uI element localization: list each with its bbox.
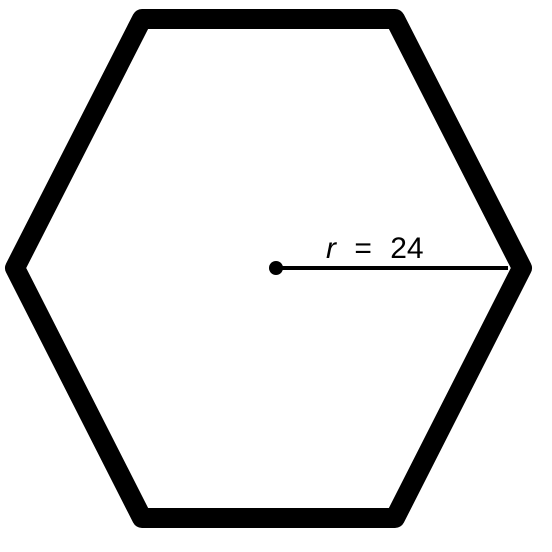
center-point: [269, 261, 283, 275]
radius-operator: =: [354, 232, 372, 265]
radius-value: 24: [390, 232, 424, 265]
radius-label: [326, 232, 424, 265]
radius-variable: r: [326, 232, 336, 265]
